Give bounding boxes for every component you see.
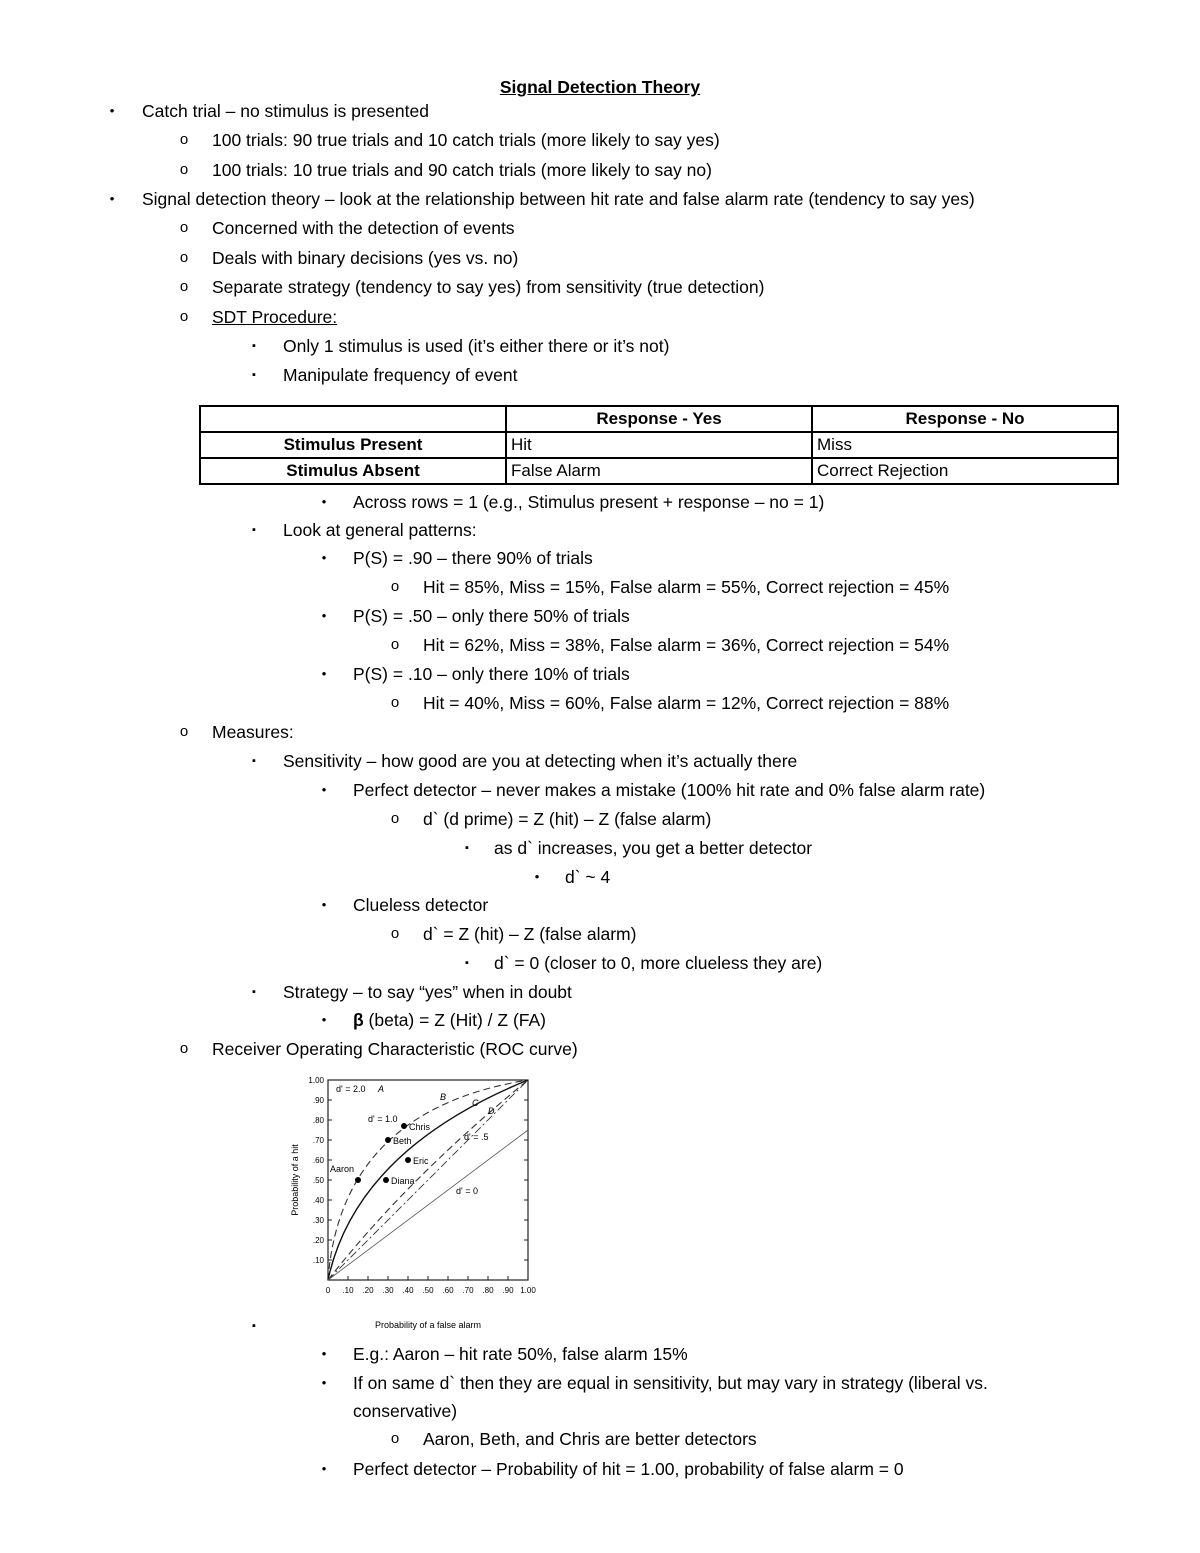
list-item: ▪ Manipulate frequency of event — [0, 362, 1200, 388]
bullet-square: ▪ — [252, 369, 256, 381]
construction-line — [328, 1130, 528, 1280]
list-item: o Hit = 40%, Miss = 60%, False alarm = 12%, Correct rejection = 88% — [0, 690, 1200, 716]
y-tick-label: .90 — [312, 1096, 324, 1105]
list-item: o Concerned with the detection of events — [0, 215, 1200, 241]
list-item: o Receiver Operating Characteristic (ROC curve) — [0, 1036, 1200, 1062]
table-cell: Hit — [506, 432, 812, 458]
x-tick-label: .20 — [362, 1286, 374, 1295]
list-item: o 100 trials: 90 true trials and 10 catch trials (more likely to say yes) — [0, 127, 1200, 153]
label-d2: d' = 2.0 — [336, 1084, 366, 1094]
list-item: • P(S) = .10 – only there 10% of trials — [0, 661, 1200, 687]
bullet-o: o — [179, 131, 189, 148]
list-item: • P(S) = .50 – only there 50% of trials — [0, 603, 1200, 629]
bullet-o: o — [390, 578, 400, 595]
list-item: • Catch trial – no stimulus is presented — [0, 98, 1200, 124]
list-item — [0, 1313, 1200, 1339]
list-item: • If on same d` then they are equal in sensitivity, but may vary in strategy (liberal vs. — [0, 1370, 1200, 1396]
sdt-table — [199, 405, 1119, 485]
label-eric: Eric — [413, 1156, 429, 1166]
list-item: ▪ Look at general patterns: — [0, 517, 1200, 543]
table-row — [200, 458, 1118, 484]
y-tick-label: .70 — [312, 1136, 324, 1145]
x-tick-label: .90 — [502, 1286, 514, 1295]
list-item: • Perfect detector – never makes a mistake (100% hit rate and 0% false alarm rate) — [0, 777, 1200, 803]
bullet-o: o — [390, 810, 400, 827]
table-row-header: Stimulus Absent — [200, 458, 506, 484]
bullet-dot: • — [321, 1012, 327, 1027]
point-diana — [383, 1177, 389, 1183]
y-tick-label: .40 — [312, 1196, 324, 1205]
label-chris: Chris — [409, 1122, 431, 1132]
bullet-dot: • — [534, 869, 540, 884]
point-beth — [385, 1137, 391, 1143]
y-tick-label: .30 — [312, 1216, 324, 1225]
bullet-dot: • — [109, 191, 115, 206]
point-chris — [401, 1123, 407, 1129]
x-tick-label: 1.00 — [520, 1286, 536, 1295]
y-tick-label: 1.00 — [308, 1076, 324, 1085]
list-item: • d` ~ 4 — [0, 864, 1200, 890]
bullet-square: ▪ — [252, 524, 256, 536]
table-cell: False Alarm — [506, 458, 812, 484]
bullet-dot: • — [321, 666, 327, 681]
list-item: o d` (d prime) = Z (hit) – Z (false alarm) — [0, 806, 1200, 832]
label-d0: d' = 0 — [456, 1186, 478, 1196]
bullet-o: o — [179, 249, 189, 266]
bullet-o: o — [390, 694, 400, 711]
list-item: o Aaron, Beth, and Chris are better detectors — [0, 1426, 1200, 1452]
bullet-square: ▪ — [465, 842, 469, 854]
list-item: ▪ Sensitivity – how good are you at detecting when it’s actually there — [0, 748, 1200, 774]
point-eric — [405, 1157, 411, 1163]
list-item: o Measures: — [0, 719, 1200, 745]
list-item: • Perfect detector – Probability of hit = 1.00, probability of false alarm = 0 — [0, 1456, 1200, 1482]
list-item: • β (beta) = Z (Hit) / Z (FA) — [0, 1007, 1200, 1033]
x-tick-label: .80 — [482, 1286, 494, 1295]
list-item: o Separate strategy (tendency to say yes) from sensitivity (true detection) — [0, 274, 1200, 300]
y-axis-label: Probability of a hit — [290, 1144, 300, 1216]
list-item: ▪ as d` increases, you get a better detector — [0, 835, 1200, 861]
label-diana: Diana — [391, 1176, 415, 1186]
bullet-o: o — [390, 636, 400, 653]
list-item: o d` = Z (hit) – Z (false alarm) — [0, 921, 1200, 947]
table-cell: Correct Rejection — [812, 458, 1118, 484]
x-tick-label: 0 — [325, 1286, 331, 1295]
list-item: ▪ d` = 0 (closer to 0, more clueless they are) — [0, 950, 1200, 976]
bullet-o: o — [390, 925, 400, 942]
bullet-square: ▪ — [252, 986, 256, 998]
x-tick-label: .70 — [462, 1286, 474, 1295]
list-item: o Hit = 62%, Miss = 38%, False alarm = 36%, Correct rejection = 54% — [0, 632, 1200, 658]
x-tick-label: .30 — [382, 1286, 394, 1295]
table-header — [200, 406, 506, 432]
x-tick-label: .60 — [442, 1286, 454, 1295]
bullet-o: o — [179, 278, 189, 295]
page-title: Signal Detection Theory — [499, 77, 701, 97]
bullet-o: o — [179, 723, 189, 740]
bullet-square: ▪ — [252, 755, 256, 767]
label-d05: d' = .5 — [464, 1132, 489, 1142]
bullet-dot: • — [109, 103, 115, 118]
table-header: Response - Yes — [506, 406, 812, 432]
table-header-row — [200, 406, 1118, 432]
list-item: • Signal detection theory – look at the relationship between hit rate and false alarm rate (tendency to say yes) — [0, 186, 1200, 212]
bullet-dot: • — [321, 1461, 327, 1476]
bullet-square: ▪ — [252, 1320, 256, 1332]
list-item: ▪ Strategy – to say “yes” when in doubt — [0, 979, 1200, 1005]
y-tick-label: .80 — [312, 1116, 324, 1125]
bullet-dot: • — [321, 608, 327, 623]
y-tick-label: .50 — [312, 1176, 324, 1185]
bullet-dot: • — [321, 494, 327, 509]
list-item: conservative) — [353, 1401, 458, 1421]
bullet-square: ▪ — [252, 340, 256, 352]
list-item: o Hit = 85%, Miss = 15%, False alarm = 55%, Correct rejection = 45% — [0, 574, 1200, 600]
list-item: • P(S) = .90 – there 90% of trials — [0, 545, 1200, 571]
bullet-o: o — [179, 219, 189, 236]
bullet-dot: • — [321, 897, 327, 912]
bullet-o: o — [390, 1430, 400, 1447]
letter-c: C — [472, 1098, 479, 1108]
list-item — [0, 304, 1200, 330]
bullet-dot: • — [321, 1346, 327, 1361]
x-tick-label: .50 — [422, 1286, 434, 1295]
label-d1: d' = 1.0 — [368, 1114, 398, 1124]
table-cell: Miss — [812, 432, 1118, 458]
x-tick-label: .10 — [342, 1286, 354, 1295]
bullet-o: o — [179, 161, 189, 178]
bullet-square: ▪ — [465, 957, 469, 969]
y-tick-label: .20 — [312, 1236, 324, 1245]
label-beth: Beth — [393, 1136, 412, 1146]
label-aaron: Aaron — [329, 1164, 354, 1174]
list-item: • Clueless detector — [0, 892, 1200, 918]
x-tick-label: .40 — [402, 1286, 414, 1295]
table-header: Response - No — [812, 406, 1118, 432]
bullet-o: o — [179, 1040, 189, 1057]
bullet-o: o — [179, 308, 189, 325]
point-aaron — [355, 1177, 361, 1183]
roc-curve-figure — [286, 1070, 566, 1332]
bullet-dot: • — [321, 550, 327, 565]
x-axis-label: Probability of a false alarm — [374, 1320, 482, 1330]
y-tick-label: .10 — [312, 1256, 324, 1265]
list-item: ▪ Only 1 stimulus is used (it’s either there or it’s not) — [0, 333, 1200, 359]
bullet-dot: • — [321, 782, 327, 797]
letter-a: A — [378, 1084, 385, 1094]
procedure-heading: SDT Procedure: — [212, 307, 338, 327]
list-item: • Across rows = 1 (e.g., Stimulus present + response – no = 1) — [0, 489, 1200, 515]
letter-d: D — [488, 1106, 495, 1116]
y-tick-label: .60 — [312, 1156, 324, 1165]
table-row-header: Stimulus Present — [200, 432, 506, 458]
list-item: • E.g.: Aaron – hit rate 50%, false alarm 15% — [0, 1341, 1200, 1367]
list-item: o Deals with binary decisions (yes vs. no) — [0, 245, 1200, 271]
bullet-dot: • — [321, 1375, 327, 1390]
table-row — [200, 432, 1118, 458]
beta-symbol: β — [353, 1010, 364, 1030]
letter-b: B — [440, 1092, 447, 1102]
list-item: o 100 trials: 10 true trials and 90 catch trials (more likely to say no) — [0, 157, 1200, 183]
